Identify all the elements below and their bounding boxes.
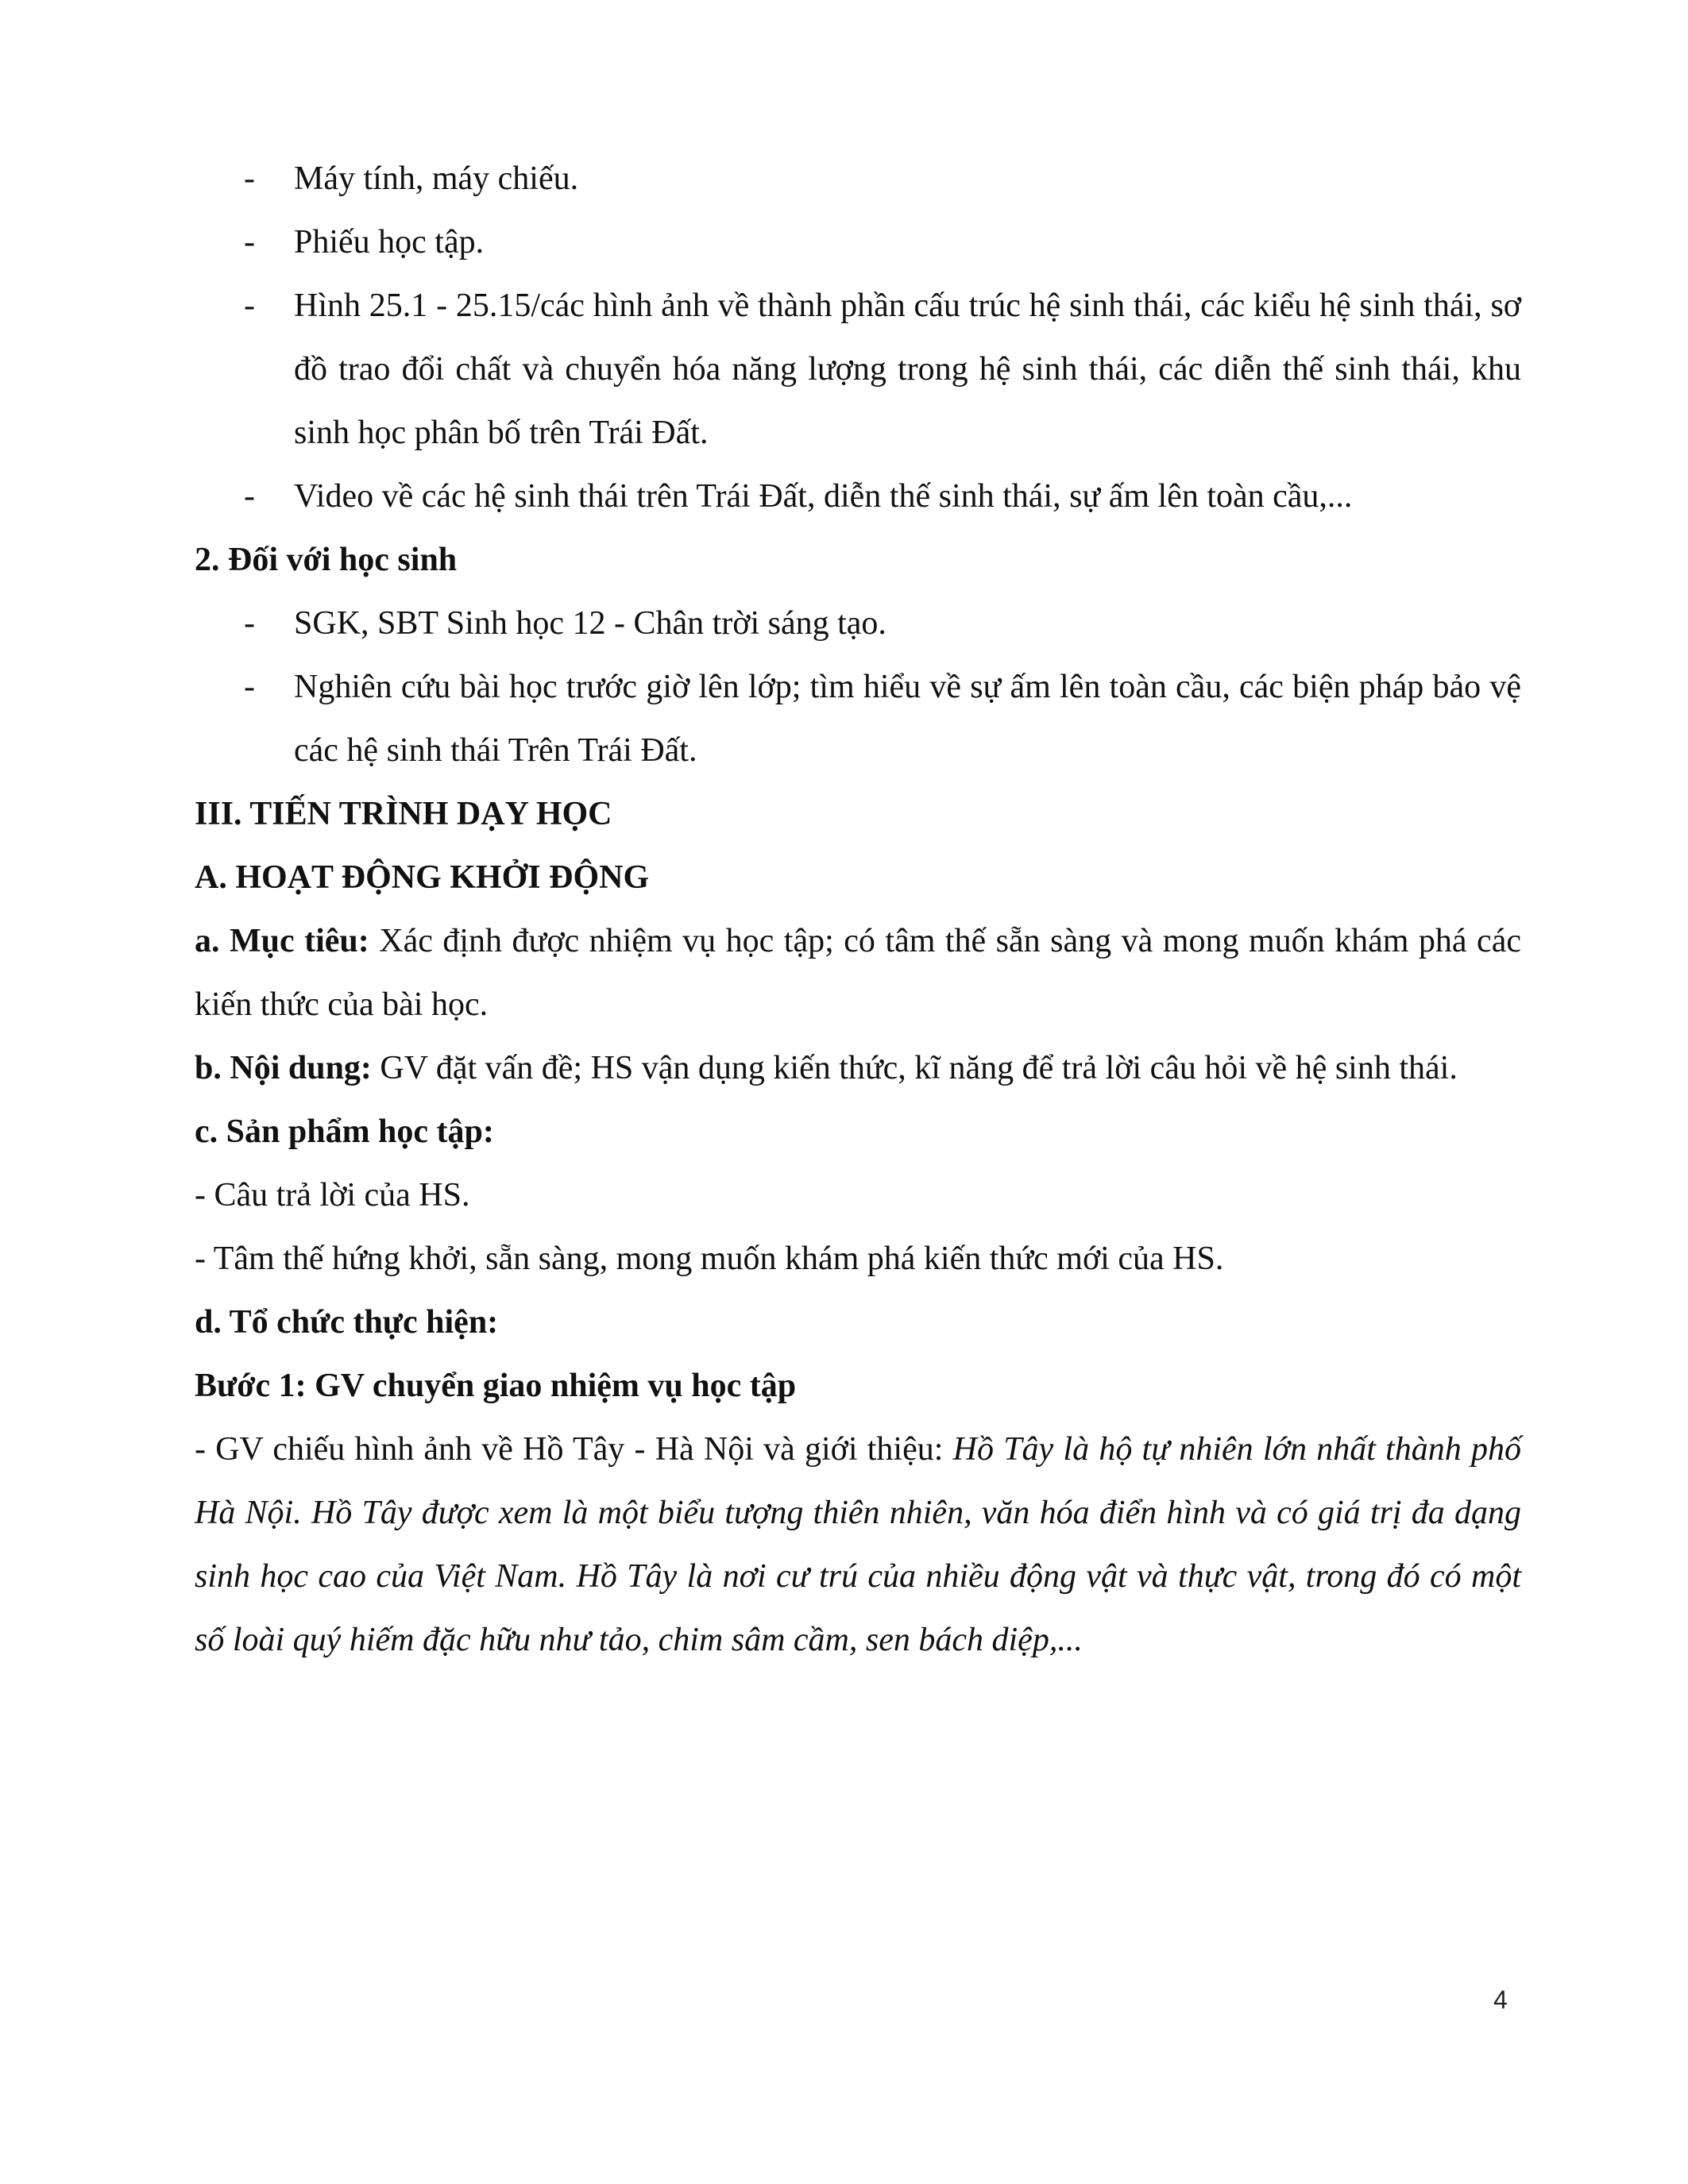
step-1-italic-text: Hồ Tây là hộ tự nhiên lớn nhất thành phố Hà Nội. Hồ Tây được xem là một biểu tượng thiên nhiên, văn hóa điển hình và có giá trị đa dạng sinh học cao của Việt Nam. Hồ Tây là nơi cư trú của nhiều động vật và thực vật, trong đó có một số loài quý hiếm đặc hữu như tảo, chim sâm cầm, sen bách diệp,... bbox=[195, 1431, 1521, 1658]
list-item bbox=[195, 210, 1521, 274]
section-heading-students: 2. Đối với học sinh bbox=[195, 542, 458, 578]
step-1-paragraph bbox=[195, 1418, 1521, 1672]
list-item-text: Video về các hệ sinh thái trên Trái Đất, diễn thế sinh thái, sự ấm lên toàn cầu,... bbox=[294, 478, 1353, 515]
organization-label: d. Tổ chức thực hiện: bbox=[195, 1304, 499, 1341]
bullet-dash: - bbox=[244, 669, 255, 705]
list-item-text: Phiếu học tập. bbox=[294, 224, 485, 260]
section-subheading-startup-activity: A. HOẠT ĐỘNG KHỞI ĐỘNG bbox=[195, 859, 650, 896]
page-number: 4 bbox=[1493, 1985, 1508, 2014]
document-page bbox=[195, 147, 1521, 1672]
list-item-text: Máy tính, máy chiếu. bbox=[294, 160, 579, 197]
list-item-text: SGK, SBT Sinh học 12 - Chân trời sáng tạo. bbox=[294, 605, 886, 642]
list-item bbox=[195, 655, 1521, 782]
section-heading-teaching-process: III. TIẾN TRÌNH DẠY HỌC bbox=[195, 796, 612, 832]
bullet-dash: - bbox=[244, 287, 255, 324]
list-item bbox=[195, 274, 1521, 465]
objective-paragraph bbox=[195, 909, 1521, 1036]
list-item bbox=[195, 465, 1521, 528]
bullet-dash: - bbox=[244, 605, 255, 642]
content-paragraph bbox=[195, 1036, 1521, 1100]
list-item-text: Hình 25.1 - 25.15/các hình ảnh về thành phần cấu trúc hệ sinh thái, các kiểu hệ sinh thái, sơ đồ trao đổi chất và chuyển hóa năng lượng trong hệ sinh thái, các diễn thế sinh thái, khu sinh học phân bố trên Trái Đất. bbox=[294, 287, 1521, 451]
objective-text: Xác định được nhiệm vụ học tập; có tâm thế sẵn sàng và mong muốn khám phá các kiến thức của bài học. bbox=[195, 923, 1521, 1023]
objective-label: a. Mục tiêu: bbox=[195, 923, 369, 959]
content-label: b. Nội dung: bbox=[195, 1050, 372, 1086]
bullet-dash: - bbox=[244, 224, 255, 260]
step-1-heading: Bước 1: GV chuyển giao nhiệm vụ học tập bbox=[195, 1368, 797, 1404]
step-1-intro: - GV chiếu hình ảnh về Hồ Tây - Hà Nội và giới thiệu: bbox=[195, 1431, 953, 1468]
bullet-dash: - bbox=[244, 478, 255, 515]
bullet-dash: - bbox=[244, 160, 255, 197]
list-item bbox=[195, 592, 1521, 655]
product-line: - Tâm thế hứng khởi, sẵn sàng, mong muốn khám phá kiến thức mới của HS. bbox=[195, 1241, 1224, 1277]
product-label: c. Sản phẩm học tập: bbox=[195, 1113, 494, 1150]
content-text: GV đặt vấn đề; HS vận dụng kiến thức, kĩ năng để trả lời câu hỏi về hệ sinh thái. bbox=[371, 1050, 1458, 1086]
product-line: - Câu trả lời của HS. bbox=[195, 1177, 470, 1214]
list-item bbox=[195, 147, 1521, 210]
list-item-text: Nghiên cứu bài học trước giờ lên lớp; tìm hiểu về sự ấm lên toàn cầu, các biện pháp bảo vệ các hệ sinh thái Trên Trái Đất. bbox=[294, 669, 1521, 769]
